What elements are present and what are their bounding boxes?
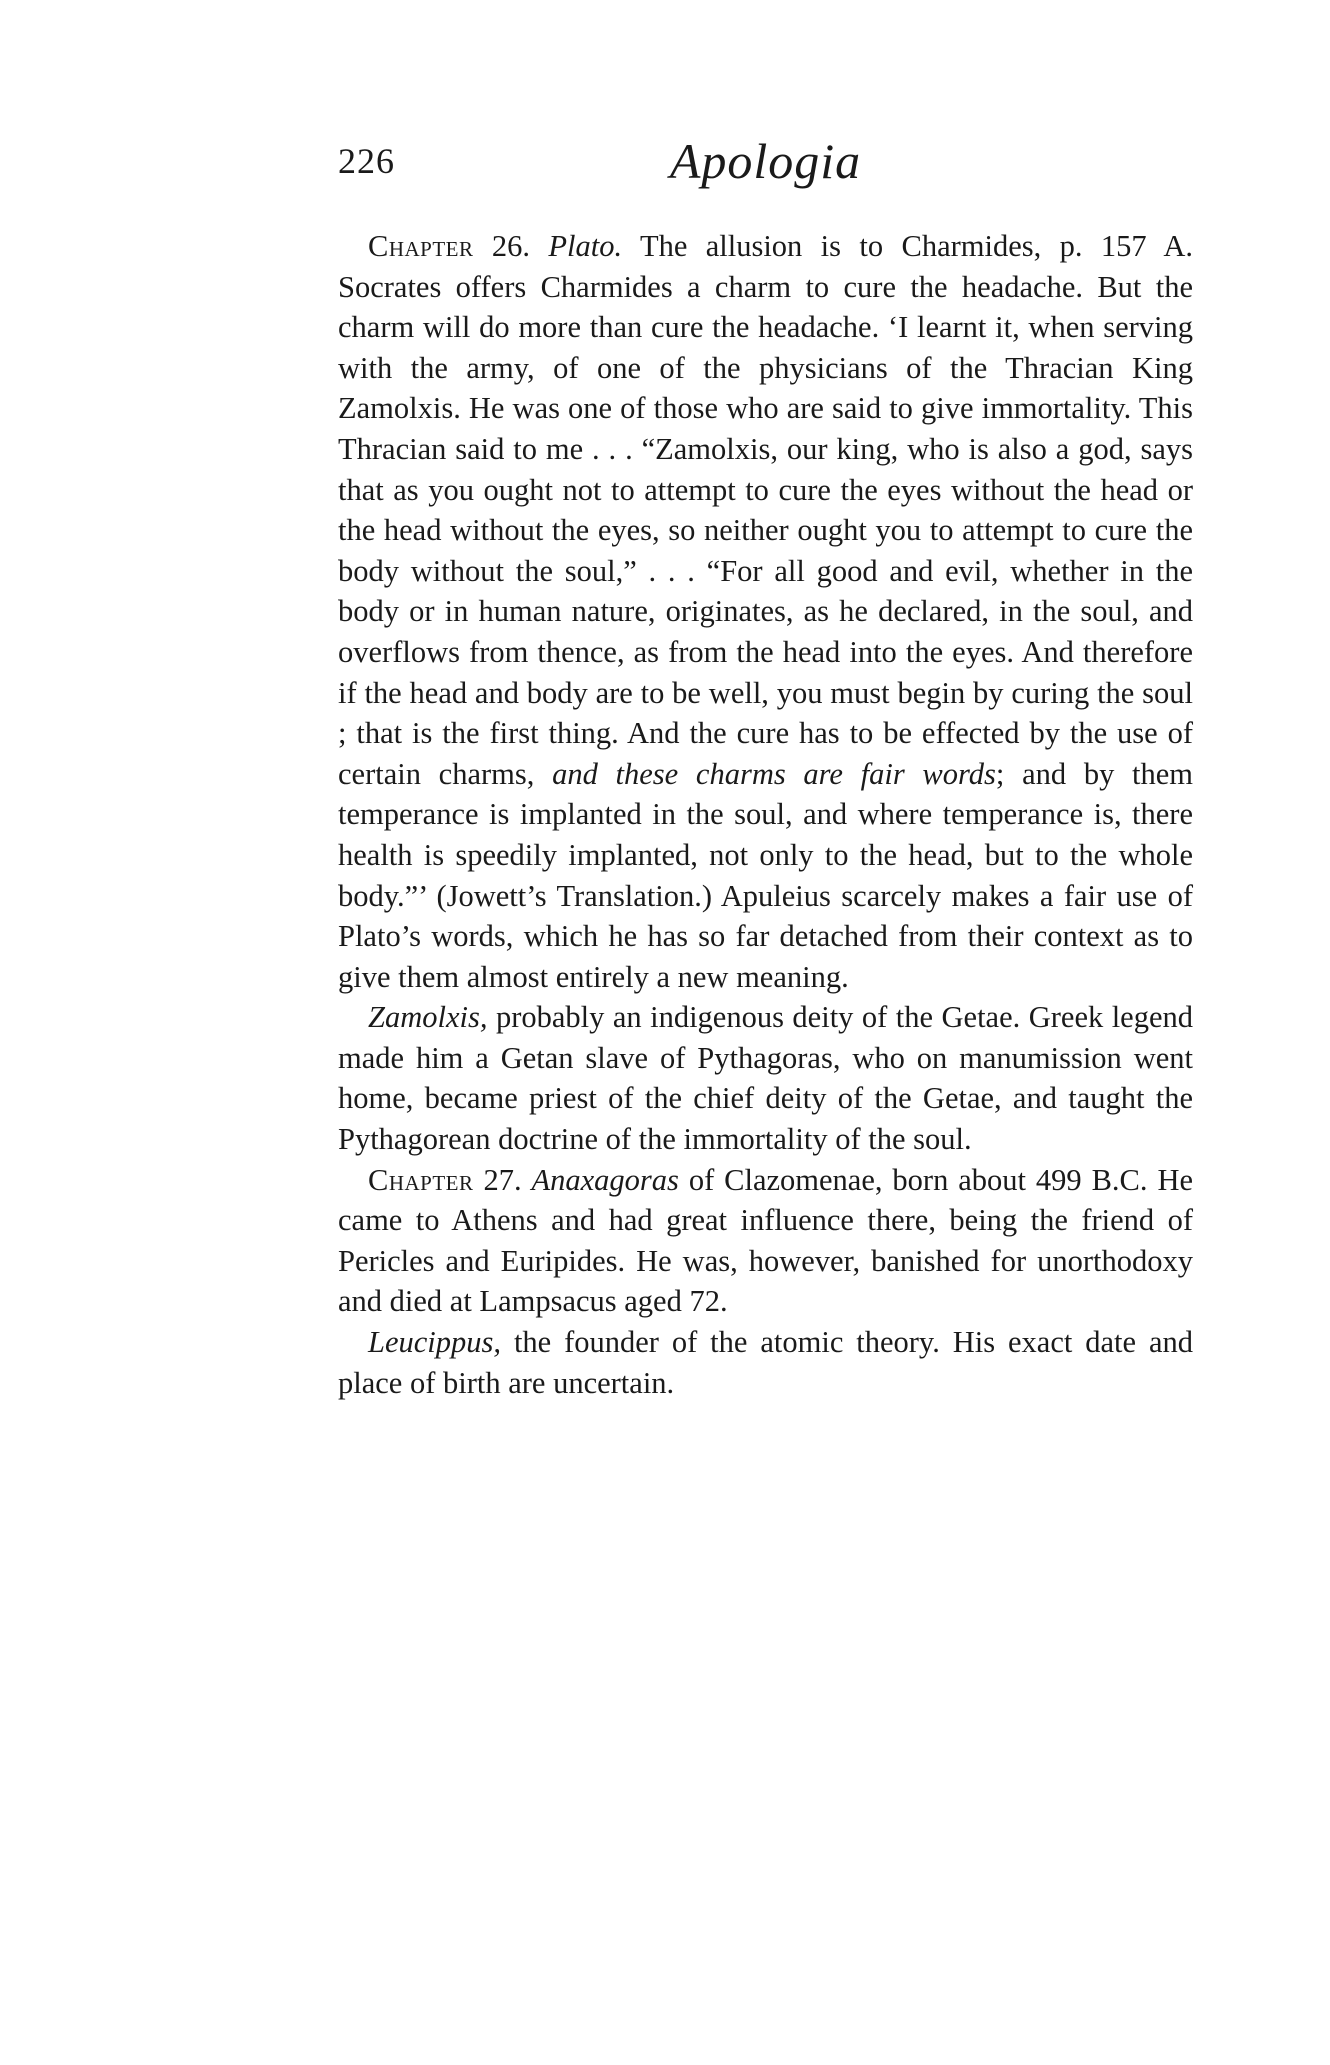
chapter-number: 26. [491,229,531,263]
note-chapter-27 [338,1160,1193,1322]
running-title: Apologia [669,133,862,189]
note-chapter-26 [338,226,1193,997]
note-body: probably an indigenous deity of the Getae. Greek legend made him a Getan slave of Pythagoras, who on manumission went home, became priest of the chief deity of the Getae, and taught the Pythagorean doctrine of the immortality of the soul. [338,1000,1194,1157]
running-head [338,133,1193,200]
note-heading: Zamolxis, [368,1000,488,1035]
page-number: 226 [338,141,395,181]
note-zamolxis [338,997,1193,1159]
note-heading: Leucippus, [368,1325,502,1360]
note-body: The allusion is to Charmides, p. 157 A. Socrates offers Charmides a charm to cure the headache. But the charm will do more than cure the headache. ‘I learnt it, when serving with the army, of one of the physicians of the Thracian King Zamolxis. He was one of those who are said to give immortality. This Thracian said to me . . . “Zamolxis, our king, who is also a god, says that as you ought not to attempt to cure the eyes without the head or the head without the eyes, so neither ought you to attempt to cure the body without the soul,” . . . “For all good and evil, whether in the body or in human nature, originates, as he declared, in the soul, and overflows from thence, as from the head into the eyes. And therefore if the head and body are to be well, you must begin by curing the soul ; that is the first thing. And the cure has to be effected by the use of certain charms, [338,229,1193,791]
chapter-label: Chapter [368,1162,474,1197]
italic-phrase: and these charms are fair words [552,756,996,791]
note-body-continued: ; and by them temperance is implanted in the soul, and where temperance is, there health is speedily implanted, not only to the head, but to the whole body.”’ (Jowett’s Translation.) Apuleius scarcely makes a fair use of Plato’s words, which he has so far detached from their context as to give them almost entirely a new meaning. [338,756,1194,994]
notes-text [338,226,1193,1403]
note-body: of Clazomenae, born about 499 B.C. He came to Athens and had great influence there, being the friend of Pericles and Euripides. He was, however, banished for unorthodoxy and died at Lampsacus aged 72. [338,1162,1194,1319]
note-heading: Anaxagoras [531,1162,679,1197]
note-body: the founder of the atomic theory. His exact date and place of birth are uncertain. [338,1325,1194,1400]
chapter-number: 27. [483,1162,522,1197]
note-heading: Plato. [548,229,623,263]
note-leucippus [338,1322,1193,1403]
chapter-label: Chapter [368,229,474,263]
